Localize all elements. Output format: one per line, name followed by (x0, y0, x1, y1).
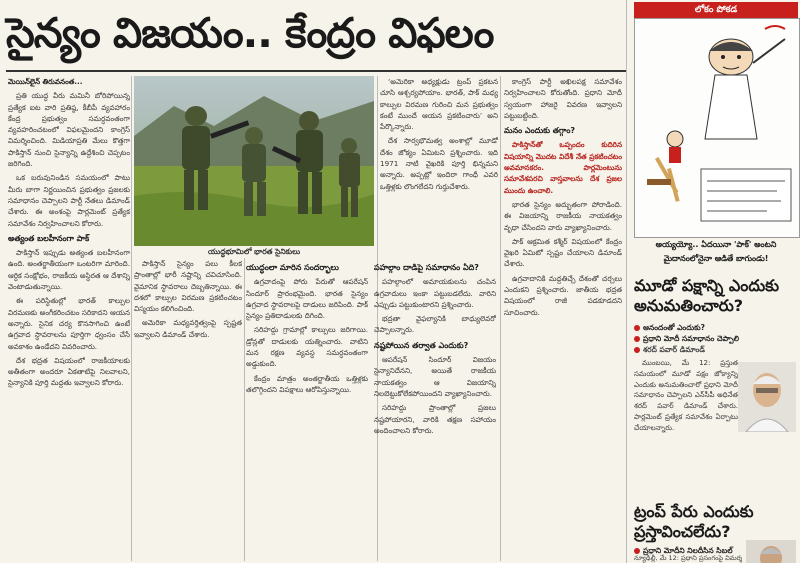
paragraph: పాకిస్తాన్ సైన్యం పలు కీలక ప్రాంతాల్లో భారీ నష్టాన్ని చవిచూసింది. వైమానిక స్థావరాలు దెబ్బతిన్నాయి. ఈ దశలో కాల్పుల విరమణ ప్రకటించటం విస్మయం కలిగించింది. (134, 259, 242, 314)
right-sidebar (628, 0, 800, 563)
headline-rule (6, 70, 626, 72)
cartoon-caption: అయ్యయ్యో.. ఏదయినా 'పాక్' అంటని మైదానంలోనైనా ఆడితే బాగుండు! (655, 240, 777, 263)
bullet-dot-icon (634, 347, 640, 353)
paragraph: ఉగ్రవాదానికి మద్దతిచ్చే దేశంతో చర్చలు ఎందుకని ప్రశ్నించారు. జాతీయ భద్రత విషయంలో రాజీ పడకూడదని సూచించారు. (504, 273, 622, 317)
paragraph: ఉగ్రవాదంపై పోరు పేరుతో ఆపరేషన్ సిందూర్ ప్రారంభమైంది. భారత సైన్యం ఉగ్రవాద స్థావరాలపై దాడులు జరిపింది. పాక్ సైన్యం ప్రతిదాడులకు దిగింది. (246, 277, 368, 321)
paragraph: అమెరికా మధ్యవర్తిత్వంపై స్పష్టత ఇవ్వాలని డిమాండ్ చేశారు. (134, 318, 242, 339)
page-headline: సైన్యం విజయం.. కేంద్రం విఫలం (6, 9, 494, 57)
soldiers-illustration (134, 76, 374, 246)
soldiers-photo (134, 76, 374, 246)
paragraph: పహల్గాంలో అమాయకులను చంపిన ఉగ్రవాదులు ఇంకా పట్టుబడలేదు. వారిని ఎప్పుడు పట్టుకుంటారని ప్రశ్నించారు. (374, 277, 496, 309)
story-heading-third-party: మూడో పక్షాన్ని ఎందుకు అనుమతించారు? (634, 276, 780, 315)
kapil-sibal-portrait (746, 540, 796, 563)
story-body-sibal: న్యూఢిల్లీ, మే 12: ప్రధాని ప్రసంగంపై విమర్శ (634, 554, 743, 562)
bullet-text: ప్రధాని మోదీ సమాధానం చెప్పాలి (643, 334, 740, 343)
portrait-drawing (746, 540, 796, 563)
subheading: నష్టపోయిన తర్వాత ఎందుకు? (374, 340, 469, 350)
bullet-item (634, 344, 794, 355)
highlighted-quote: పాకిస్తాన్‌తో ఒప్పందం కుదిరిన విషయాన్ని మొదట విదేశీ నేత ప్రకటించటం అవమానకరం. పార్లమెంటును సమావేశపరచి వాస్తవాలను దేశ ప్రజల ముందు ఉంచాలి. (504, 140, 622, 195)
paragraph: సరిహద్దు గ్రామాల్లో కాల్పులు జరిగాయి. డ్రోన్లతో దాడులకు యత్నించారు. వాటిని మన రక్షణ వ్యవస్థ సమర్ధవంతంగా అడ్డుకుంది. (246, 325, 368, 369)
dateline: మెయిన్‌లైన్ తిరువనంత... (8, 77, 83, 86)
paragraph: కాంగ్రెస్ పార్టీ అఖిలపక్ష సమావేశం నిర్వహించాలని కోరుతోంది. ప్రధాని మోదీ స్వయంగా హాజరై వివరణ ఇవ్వాలని పట్టుబట్టింది. (504, 77, 622, 120)
article-column-4 (380, 76, 498, 256)
paragraph: కేంద్రం మాత్రం అంతర్జాతీయ ఒత్తిళ్లకు తలొగ్గిందని విపక్షాలు ఆరోపిస్తున్నాయి. (246, 373, 368, 394)
cartoon-illustration (634, 18, 800, 238)
column-divider (626, 0, 627, 563)
paragraph: పాకిస్తాన్ ఇప్పుడు అత్యంత బలహీనంగా ఉంది. అంతర్జాతీయంగా ఒంటరిగా మారింది. ఆర్ధిక సంక్షోభం, రాజకీయ అస్థిరత ఆ దేశాన్ని వెంటాడుతున్నాయి. (8, 248, 130, 292)
paragraph: దేశ భద్రత విషయంలో రాజకీయాలకు అతీతంగా అందరూ ఏకతాటిపై నిలవాలని, సైన్యానికి పూర్తి మద్దతు ఇవ్వాలని కోరారు. (8, 355, 130, 388)
subheading: అత్యంత బలహీనంగా పాక్ (8, 233, 90, 243)
subheading: మనం ఎందుకు తగ్గాం? (504, 126, 576, 136)
paragraph: సరిహద్దు ప్రాంతాల్లో ప్రజలు నష్టపోయారని, వారికి తక్షణ సహాయం అందించాలని కోరారు. (374, 403, 496, 435)
article-column-3 (374, 258, 496, 561)
column-divider (131, 76, 132, 561)
bullet-text: ప్రధాని మోదీని నిలదీసిన సిబల్ (643, 546, 733, 555)
bullet-dot-icon (634, 336, 640, 342)
paragraph: భారత సైన్యం అద్భుతంగా పోరాడింది. ఈ విజయాన్ని రాజకీయ నాయకత్వం వృధా చేసిందని వారు వ్యాఖ్యానించారు. (504, 199, 622, 232)
paragraph: ప్రతి యుద్ధ వీరు మమినీ బోరిపోయిన్న ప్రత్యేక ఐట వారి ప్రతిష్ఠ, కీబీపీ వ్యవహారం కేంద్ర ప్రభుత్వం సమర్ధవంతంగా వ్యవహరించటంలో విఫలమైందని కాంగ్రెస్ విమర్శించింది. మిడియాప్రతి మేలు కొత్తగా పాకిస్తాన్ నుంచి సైన్యాన్ని ఉద్దేశించి చెప్పటం జరిగింది. (8, 91, 130, 169)
column-divider (244, 258, 245, 561)
bullet-item (634, 333, 794, 344)
paragraph: ముంబయి, మే 12: ప్రస్తుత సమయంలో మూడో పక్షం జోక్యాన్ని ఎందుకు అనుమతించారో ప్రధాని మోదీ సమాధానం చెప్పాలని ఎన్‌సీపీ అధినేత శరద్ పవార్ డిమాండ్ చేశారు. పార్లమెంట్ ప్రత్యేక సమావేశం ఏర్పాటు చేయాలన్నారు. (634, 359, 738, 432)
sharad-pawar-portrait (738, 362, 796, 432)
article-column-1 (8, 76, 130, 561)
paragraph: ఈ పరిస్థితుల్లో భారత్ కాల్పుల విరమణకు అంగీకరించటం సరికాదని ఆయన అన్నారు. సైనిక చర్య కొనసాగించి ఉంటే ఉగ్రవాద స్థావరాలను పూర్తిగా ధ్వంసం చేసే అవకాశం ఉండేదని వివరించారు. (8, 296, 130, 351)
cartoon-section-title: లోకం పోకడ (634, 2, 798, 18)
bullet-item (634, 322, 794, 333)
bullet-text: ఆనందంతో ఎందుకు? (643, 323, 705, 332)
subheading: పహల్గాం దాడిపై సమాధానం ఏది? (374, 263, 479, 272)
column-divider (500, 76, 501, 561)
subheading: యుద్ధంలా మారిన సందర్భాలు (246, 263, 339, 272)
paragraph: ‘అమెరికా అధ్యక్షుడు ట్రంప్ ప్రకటన చూసి ఆశ్చర్యపోయాం. భారత్, పాక్ మధ్య కాల్పుల విరమణ గురించి మన ప్రభుత్వం కంటే ముందే ఆయన ప్రకటించారు’ అని పేర్కొన్నారు. (380, 77, 498, 132)
cartoon-drawing (635, 19, 799, 237)
portrait-drawing (738, 362, 796, 432)
story-heading-trump: ట్రంప్ పేరు ఎందుకు ప్రస్తావించలేదు? (634, 502, 754, 541)
article-column-2 (246, 258, 368, 561)
paragraph: పాక్ ఆక్రమిత కశ్మీర్ విషయంలో కేంద్రం వైఖరి ఏమిటో స్పష్టం చేయాలని డిమాండ్ చేశారు. (504, 236, 622, 269)
article-column-5 (504, 76, 622, 561)
story-body-pawar (634, 358, 738, 508)
bullet-text: శరద్ పవార్ డిమాండ్ (643, 345, 705, 354)
paragraph: దేశ సార్వభౌమత్వ అంశాల్లో మూడో దేశం జోక్యం ఏమిటని ప్రశ్నించారు. ఇది 1971 నాటి వైఖరికి పూర్తి భిన్నమని అన్నారు. అప్పట్లో ఇందిరా గాంధీ ఎవరి ఒత్తిళ్లకు లొంగలేదని గుర్తుచేశారు. (380, 136, 498, 191)
photo-caption: యుద్ధభూమిలో భారత సైనికులు (207, 247, 301, 256)
paragraph: ఒక బరువునిండిన సమయంలో పాటు మీరు బాగా నిర్ణయించిన ప్రభుత్వం ప్రజలకు సమాధానం చెప్పాలని పార్టీ నేతలు డిమాండ్ చేశారు. ఈ అంశంపై పార్లమెంట్ ప్రత్యేక సమావేశం నిర్వహించాలని కోరారు. (8, 173, 130, 228)
paragraph: భద్రతా వైఫల్యానికి బాధ్యులెవరో చెప్పాలన్నారు. (374, 314, 496, 335)
article-column-2a (134, 258, 242, 561)
paragraph: ఆపరేషన్ సిందూర్ విజయం సైన్యానిదేనని, అయితే రాజకీయ నాయకత్వం ఆ విజయాన్ని నిలబెట్టుకోలేకపోయిందని వ్యాఖ్యానించారు. (374, 355, 496, 398)
bullet-dot-icon (634, 325, 640, 331)
